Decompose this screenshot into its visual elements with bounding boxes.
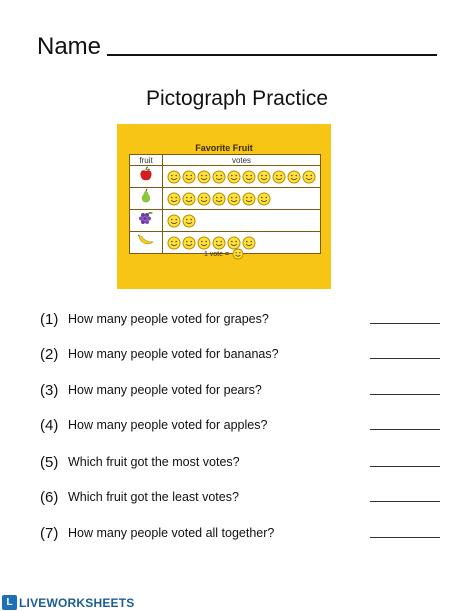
votes-row-grapes <box>165 210 320 231</box>
votes-cell <box>163 188 321 210</box>
column-header-fruit: fruit <box>130 155 163 166</box>
smiley-vote-icon <box>212 192 226 206</box>
question-text: How many people voted for apples? <box>68 418 268 432</box>
smiley-vote-icon <box>242 170 256 184</box>
answer-field[interactable] <box>370 491 440 502</box>
page-title: Pictograph Practice <box>145 87 329 110</box>
pear-icon <box>138 188 154 204</box>
question-2 <box>40 343 440 365</box>
smiley-vote-icon <box>182 192 196 206</box>
question-number: (2) <box>40 345 59 363</box>
smiley-vote-icon <box>287 170 301 184</box>
smiley-vote-icon <box>227 192 241 206</box>
question-5 <box>40 451 440 473</box>
answer-field[interactable] <box>370 419 440 430</box>
name-blank-line[interactable] <box>107 32 437 56</box>
question-text: How many people voted for bananas? <box>68 347 279 361</box>
question-number: (5) <box>40 453 59 471</box>
answer-field[interactable] <box>370 527 440 538</box>
fruit-cell <box>130 166 163 188</box>
banana-icon <box>137 233 155 247</box>
smiley-vote-icon <box>227 170 241 184</box>
answer-field[interactable] <box>370 384 440 395</box>
smiley-vote-icon <box>182 170 196 184</box>
answer-field[interactable] <box>370 456 440 467</box>
answer-field[interactable] <box>370 313 440 324</box>
smiley-vote-icon <box>182 214 196 228</box>
question-text: How many people voted for pears? <box>68 383 262 397</box>
votes-cell <box>163 166 321 188</box>
smiley-vote-icon <box>272 170 286 184</box>
footer-brand <box>0 594 134 611</box>
smiley-vote-icon <box>167 214 181 228</box>
votes-row-apple <box>165 166 320 187</box>
question-number: (1) <box>40 310 59 328</box>
liveworksheets-logo-icon: L <box>2 595 17 610</box>
table-row <box>130 210 321 232</box>
votes-row-pear <box>165 188 320 209</box>
pictograph-chart <box>117 124 331 289</box>
smiley-vote-icon <box>242 192 256 206</box>
question-number: (6) <box>40 488 59 506</box>
question-text: Which fruit got the most votes? <box>68 455 240 469</box>
smiley-vote-icon <box>197 170 211 184</box>
smiley-vote-icon <box>212 170 226 184</box>
question-4 <box>40 414 440 436</box>
smiley-vote-icon <box>197 192 211 206</box>
table-row <box>130 188 321 210</box>
question-text: Which fruit got the least votes? <box>68 490 239 504</box>
smiley-vote-icon <box>257 192 271 206</box>
smiley-vote-icon <box>257 170 271 184</box>
legend-smiley-icon <box>232 248 244 260</box>
column-header-votes: votes <box>163 155 321 166</box>
question-6 <box>40 486 440 508</box>
pictograph-table <box>129 154 321 254</box>
chart-title: Favorite Fruit <box>195 143 253 153</box>
question-text: How many people voted for grapes? <box>68 312 269 326</box>
question-number: (7) <box>40 524 59 542</box>
apple-icon <box>138 166 154 182</box>
fruit-cell <box>130 210 163 232</box>
question-1 <box>40 308 440 330</box>
question-text: How many people voted all together? <box>68 526 275 540</box>
grapes-icon <box>137 210 155 226</box>
name-label: Name <box>37 33 102 60</box>
smiley-vote-icon <box>167 192 181 206</box>
question-7 <box>40 522 440 544</box>
smiley-vote-icon <box>167 170 181 184</box>
smiley-vote-icon <box>302 170 316 184</box>
votes-cell <box>163 210 321 232</box>
answer-field[interactable] <box>370 348 440 359</box>
footer-brand-text: LIVEWORKSHEETS <box>19 595 135 610</box>
chart-legend <box>117 248 331 260</box>
question-3 <box>40 379 440 401</box>
fruit-cell <box>130 188 163 210</box>
question-number: (3) <box>40 381 59 399</box>
table-row <box>130 166 321 188</box>
legend-label: 1 vote = <box>203 250 230 258</box>
name-line <box>37 27 437 61</box>
question-number: (4) <box>40 416 59 434</box>
